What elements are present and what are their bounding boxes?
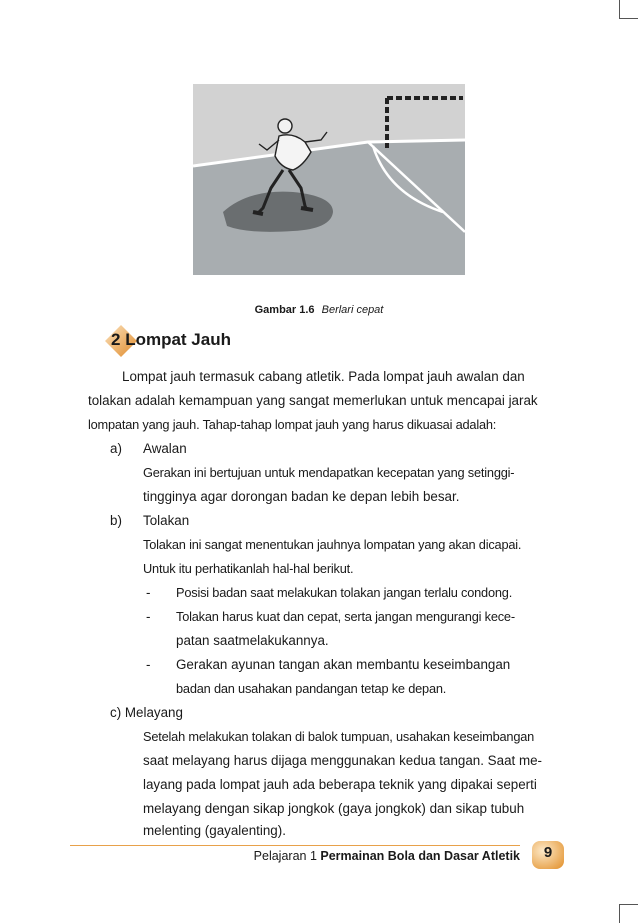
item-c-line-3: layang pada lompat jauh ada beberapa teknik yang dipakai seperti	[143, 777, 537, 792]
bullet-3-dash: -	[146, 657, 151, 672]
crop-mark-bottom	[619, 904, 638, 923]
intro-line-1: Lompat jauh termasuk cabang atletik. Pada lompat jauh awalan dan	[122, 369, 525, 384]
intro-line-2: tolakan adalah kemampuan yang sangat memerlukan untuk mencapai jarak	[88, 393, 538, 408]
bullet-2-dash: -	[146, 609, 151, 624]
footer-title: Permainan Bola dan Dasar Atletik	[320, 849, 520, 863]
bullet-3-line-2: badan dan usahakan pandangan tetap ke depan.	[176, 681, 447, 696]
bullet-1-dash: -	[146, 585, 151, 600]
item-b-line-2: Untuk itu perhatikanlah hal-hal berikut.	[143, 561, 354, 576]
footer-rule	[70, 845, 520, 846]
item-c-line-1: Setelah melakukan tolakan di balok tumpuan, usahakan keseimbangan	[143, 729, 535, 744]
item-c-line-2: saat melayang harus dijaga menggunakan kedua tangan. Saat me-	[143, 753, 543, 768]
section-number: 2	[111, 330, 121, 349]
item-a-line-2: tingginya agar dorongan badan ke depan lebih besar.	[143, 489, 460, 504]
figure-caption-text: Berlari cepat	[321, 304, 384, 316]
bullet-1-line-1: Posisi badan saat melakukan tolakan jangan terlalu condong.	[176, 585, 513, 600]
footer-prefix: Pelajaran 1	[253, 849, 317, 863]
footer-running-title	[254, 849, 520, 863]
item-c-line-4: melayang dengan sikap jongkok (gaya jongkok) dan sikap tubuh	[143, 801, 525, 816]
bullet-2-line-2: patan saatmelakukannya.	[176, 633, 329, 648]
bullet-2-line-1: Tolakan harus kuat dan cepat, serta jangan mengurangi kece-	[176, 609, 515, 624]
item-a-title: Awalan	[143, 441, 187, 456]
item-b-line-1: Tolakan ini sangat menentukan jauhnya lompatan yang akan dicapai.	[143, 537, 522, 552]
item-b-title: Tolakan	[143, 513, 190, 528]
item-a-marker: a)	[110, 441, 122, 456]
item-c-line-5: melenting (gayalenting).	[143, 823, 286, 838]
item-b-marker: b)	[110, 513, 122, 528]
page-number: 9	[543, 844, 553, 861]
section-title: Lompat Jauh	[125, 330, 231, 349]
figure-caption	[0, 304, 638, 316]
intro-line-3: lompatan yang jauh. Tahap-tahap lompat jauh yang harus dikuasai adalah:	[88, 417, 497, 432]
crop-mark-top	[619, 0, 638, 19]
bullet-3-line-1: Gerakan ayunan tangan akan membantu keseimbangan	[176, 657, 511, 672]
item-a-line-1: Gerakan ini bertujuan untuk mendapatkan kecepatan yang setinggi-	[143, 465, 515, 480]
figure-label: Gambar 1.6	[254, 304, 315, 316]
figure-illustration	[193, 84, 465, 275]
item-c-marker: c) Melayang	[110, 705, 183, 720]
